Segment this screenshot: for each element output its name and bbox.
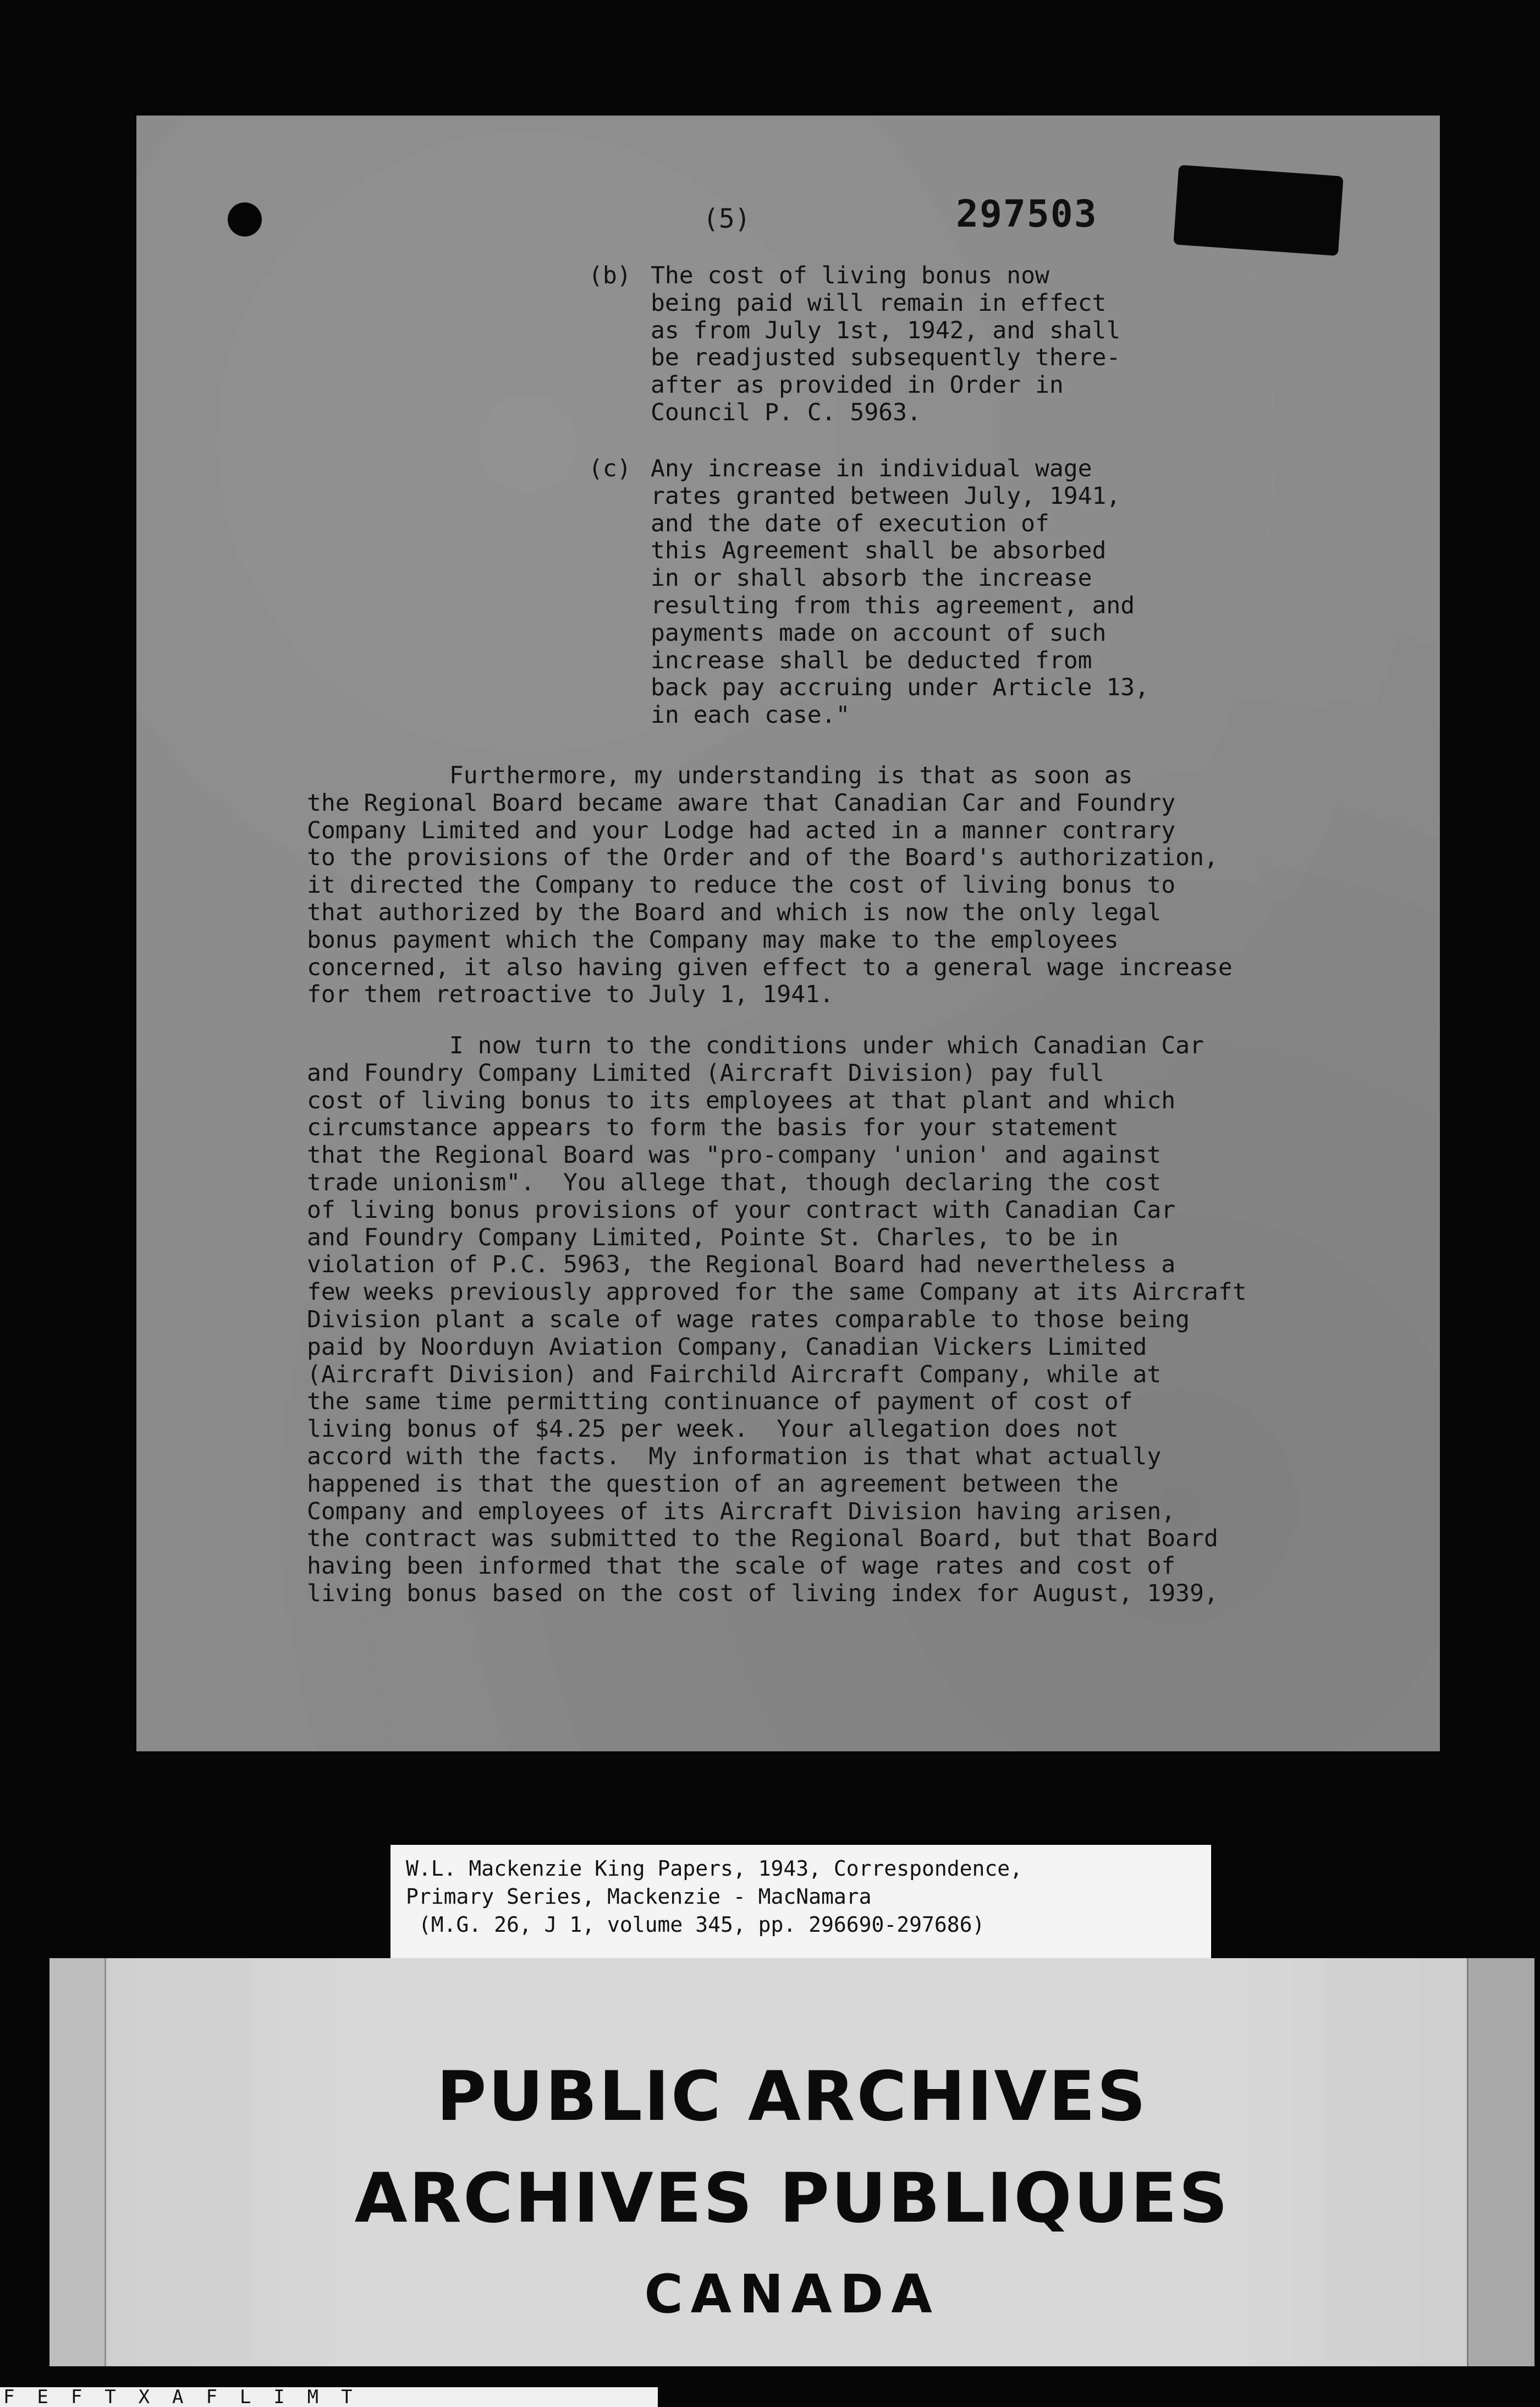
archive-card-title-en: PUBLIC ARCHIVES xyxy=(436,2057,1148,2136)
item-c-text: Any increase in individual wage rates granted between July, 1941, and the date of execution of this Agreement shall be absorbed in or shall absorb the increase resulting from this agreement, and payments made on account of such increase shall be deducted from back pay accruing under Article 13, in each case." xyxy=(651,455,1150,729)
item-b-text: The cost of living bonus now being paid will remain in effect as from July 1st, 1942, and shall be readjusted subsequently there- after as provided in Order in Council P. C. 5963. xyxy=(651,262,1121,426)
paragraph-furthermore: Furthermore, my understanding is that as soon as the Regional Board became aware that Canadian Car and Foundry Company Limited and your Lodge had acted in a manner contrary to the provisions of the Order and of the Board's authorization, it directed the Company to reduce the cost of living bonus to that authorized by the Board and which is now the only legal bonus payment which the Company may make to the employees concerned, it also having given effect to a general wage increase for them retroactive to July 1, 1941. xyxy=(307,762,1233,1009)
paragraph-conditions: I now turn to the conditions under which Canadian Car and Foundry Company Limited (Aircraft Division) pay full cost of living bonus to its employees at that plant and which circumstance appears to form the basis for your statement that the Regional Board was "pro-company 'union' and against trade unionism". You allege that, though declaring the cost of living bonus provisions of your contract with Canadian Car and Foundry Company Limited, Pointe St. Charles, to be in violation of P.C. 5963, the Regional Board had nevertheless a few weeks previously approved for the same Company at its Aircraft Division plant a scale of wage rates comparable to those being paid by Noorduyn Aviation Company, Canadian Vickers Limited (Aircraft Division) and Fairchild Aircraft Company, while at the same time permitting continuance of payment of cost of living bonus of $4.25 per week. Your allegation does not accord with the facts. My information is that what actually happened is that the question of an agreement between the Company and employees of its Aircraft Division having arisen, the contract was submitted to the Regional Board, but that Board having been informed that the scale of wage rates and cost of living bonus based on the cost of living index for August, 1939, xyxy=(307,1032,1247,1607)
redaction-mark xyxy=(1173,165,1343,256)
archival-citation-label: W.L. Mackenzie King Papers, 1943, Correspondence, Primary Series, Mackenzie - MacNamara (M.G. 26, J 1, volume 345, pp. 296690-297686) xyxy=(391,1845,1211,1959)
archive-card-country: CANADA xyxy=(644,2263,940,2325)
list-item-c xyxy=(588,455,1149,729)
document-page xyxy=(136,116,1440,1751)
film-edge-strip: F E F T X A F L I M T xyxy=(0,2387,658,2407)
item-c-letter: (c) xyxy=(588,455,631,482)
document-id-stamp: 297503 xyxy=(956,193,1098,236)
archive-card xyxy=(50,1958,1535,2366)
page-number: (5) xyxy=(703,204,751,234)
archive-card-title-fr: ARCHIVES PUBLIQUES xyxy=(354,2159,1230,2238)
item-b-letter: (b) xyxy=(588,262,631,289)
list-item-b xyxy=(588,262,1120,427)
punch-hole xyxy=(228,202,262,237)
